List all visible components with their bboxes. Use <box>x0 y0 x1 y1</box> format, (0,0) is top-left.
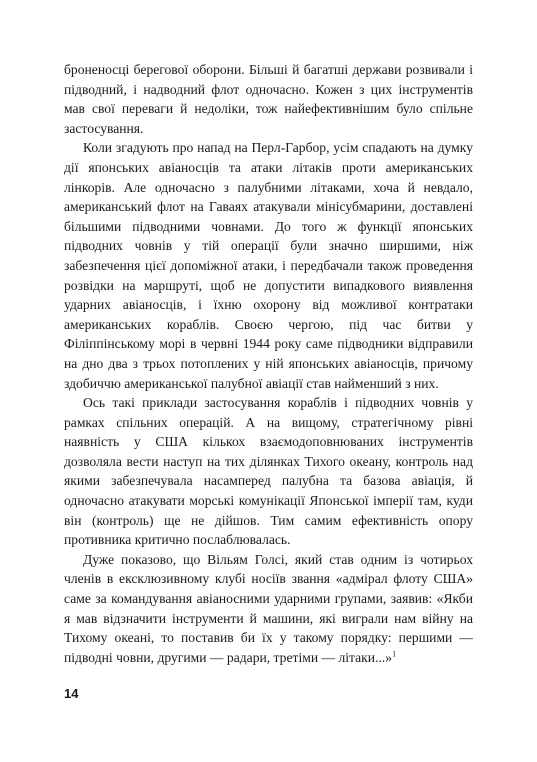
paragraph-text: Дуже показово, що Вільям Голсі, який став одним із чотирьох членів в ексклюзивному клубі носіїв звання «адмірал флоту США» саме за командування авіаносними ударними групами, заявив: «Якби я мав відзначити інструменти й машини, які виграли нам війну на Тихому океані, то поставив би їх у такому порядку: першими — підводні човни, другими — радари, третіми — літаки...» <box>64 551 473 665</box>
paragraph: Коли згадують про напад на Перл-Гарбор, усім спадають на думку дії японських авіаносців та атаки літаків проти американських лінкорів. Але одночасно з палубними літаками, хоча й невдало, американський флот на Гаваях атакували мінісубмарини, доставлені більшими підводними човнами. До того ж функції японських підводних човнів у тій операції були значно ширшими, ніж забезпечення цієї допоміжної атаки, і передбачали також проведення розвідки на маршруті, щоб не допустити випадкового виявлення ударних авіаносців, і їхню охорону від можливої контратаки американських кораблів. Своєю чергою, під час битви у Філіппінському морі в червні 1944 року саме підводники відправили на дно два з трьох потоплених у ній японських авіаносців, причому здобиччю американської палубної авіації став найменший з них. <box>64 140 473 391</box>
footnote-marker: 1 <box>392 649 397 659</box>
paragraph: броненосці берегової оборони. Більші й багатші держави розвивали і підводний, і надводний флот одночасно. Кожен з цих інструментів мав свої переваги й недоліки, тож найефективнішим було спільне застосування. <box>64 62 473 136</box>
body-text <box>64 60 473 667</box>
paragraph: Ось такі приклади застосування кораблів і підводних човнів у рамках спільних операцій. А на вищому, стратегічному рівні наявність у США кількох взаємодоповнюваних інструментів дозволяла вести наступ на тих ділянках Тихого океану, контроль над якими забезпечувала насамперед палубна та базова авіація, й одночасно атакувати морські комунікації Японської імперії там, куди він (контроль) ще не дійшов. Тим самим ефективність опору противника критично послаблювалась. <box>64 395 473 548</box>
page-number: 14 <box>64 686 79 701</box>
paragraph-with-footnote <box>64 550 473 668</box>
